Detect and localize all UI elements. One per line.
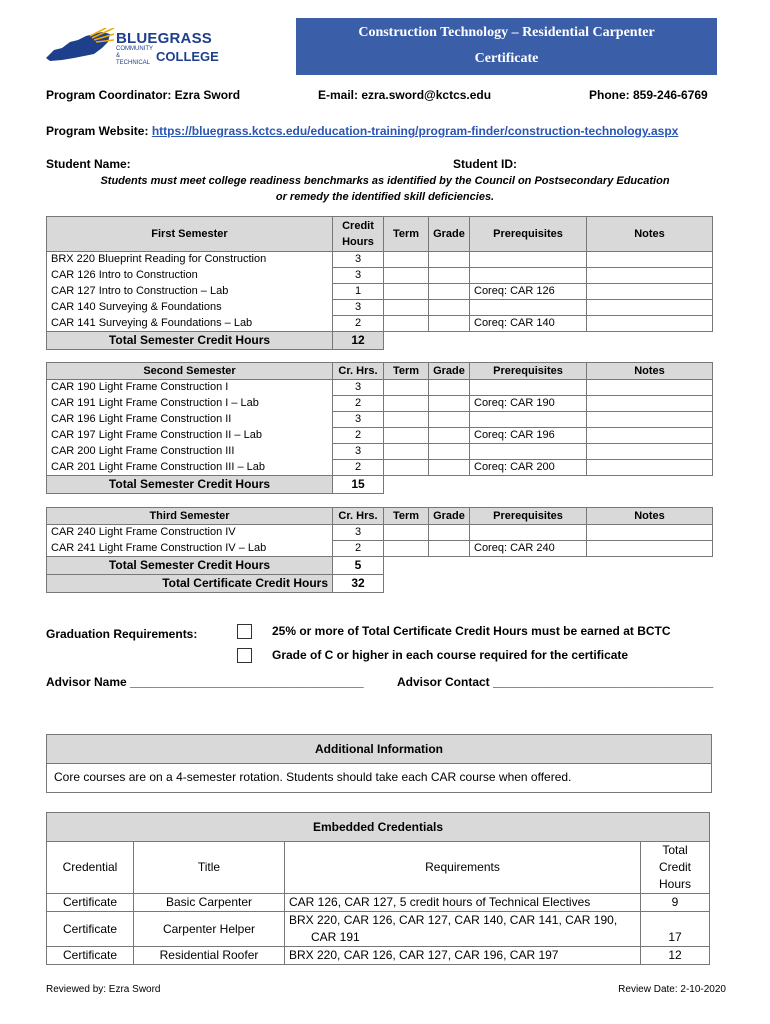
course-row <box>47 284 713 300</box>
coordinator-email: E-mail: ezra.sword@kctcs.edu <box>318 88 492 102</box>
course-row <box>47 444 713 460</box>
term-heading: Term <box>384 217 429 252</box>
credential-hours: 17 <box>641 912 710 947</box>
semester-total-row <box>47 332 713 350</box>
course-credits: 3 <box>333 268 384 284</box>
grade-cell[interactable] <box>429 444 470 460</box>
course-name: CAR 126 Intro to Construction <box>47 268 333 284</box>
credential-title: Carpenter Helper <box>134 912 285 947</box>
course-name: CAR 200 Light Frame Construction III <box>47 444 333 460</box>
readiness-notice-line2: or remedy the identified skill deficiencies. <box>275 191 495 203</box>
course-credits: 3 <box>333 525 384 541</box>
credential-requirements: BRX 220, CAR 126, CAR 127, CAR 196, CAR 197 <box>285 947 641 965</box>
cr-hrs-heading: Cr. Hrs. <box>333 363 384 380</box>
title-line2: Certificate <box>474 51 539 66</box>
certificate-total-label: Total Certificate Credit Hours <box>47 575 333 593</box>
grade-cell[interactable] <box>429 396 470 412</box>
credential-requirements: CAR 126, CAR 127, 5 credit hours of Technical Electives <box>285 894 641 912</box>
prereq-cell: Coreq: CAR 190 <box>470 396 587 412</box>
semester-total-label: Total Semester Credit Hours <box>47 332 333 350</box>
college-logo <box>44 28 219 66</box>
prereq-cell: Coreq: CAR 126 <box>470 284 587 300</box>
prereq-cell <box>470 268 587 284</box>
prereq-cell: Coreq: CAR 200 <box>470 460 587 476</box>
requirements-line2: CAR 191 <box>311 930 360 944</box>
certificate-total-row <box>47 575 713 593</box>
notes-cell[interactable] <box>587 541 713 557</box>
course-name: CAR 240 Light Frame Construction IV <box>47 525 333 541</box>
cr-hrs-heading: Cr. Hrs. <box>333 508 384 525</box>
prereq-cell: Coreq: CAR 140 <box>470 316 587 332</box>
credit-hours-heading <box>333 217 384 252</box>
graduation-requirements-label: Graduation Requirements: <box>46 627 198 641</box>
course-row <box>47 525 713 541</box>
requirements-line1: BRX 220, CAR 126, CAR 127, CAR 140, CAR 141, CAR 190, <box>289 913 618 927</box>
course-row <box>47 460 713 476</box>
grade-cell[interactable] <box>429 300 470 316</box>
course-credits: 3 <box>333 252 384 268</box>
course-credits: 3 <box>333 300 384 316</box>
semester-total-value: 5 <box>333 557 384 575</box>
notes-cell[interactable] <box>587 460 713 476</box>
certificate-total-value: 32 <box>333 575 384 593</box>
credential-requirements <box>285 912 641 947</box>
term-cell[interactable] <box>384 396 429 412</box>
total-credit-heading-line1: Total Credit <box>658 843 691 874</box>
course-row <box>47 252 713 268</box>
logo-sub-line1: COMMUNITY <box>116 46 153 52</box>
notes-cell[interactable] <box>587 268 713 284</box>
credential-row <box>47 947 710 965</box>
course-credits: 1 <box>333 284 384 300</box>
requirement-2-checkbox[interactable] <box>237 648 252 663</box>
additional-info-heading: Additional Information <box>47 735 711 764</box>
prereq-cell <box>470 252 587 268</box>
notes-heading: Notes <box>587 363 713 380</box>
first-semester-table <box>46 216 713 350</box>
course-credits: 2 <box>333 396 384 412</box>
program-coordinator: Program Coordinator: Ezra Sword <box>46 88 241 102</box>
term-cell[interactable] <box>384 284 429 300</box>
course-name: CAR 201 Light Frame Construction III – Lab <box>47 460 333 476</box>
student-name-label: Student Name: <box>46 157 131 171</box>
semester-total-row <box>47 476 713 494</box>
advisor-name-field[interactable]: Advisor Name ___________________________________ <box>46 675 364 689</box>
third-semester-table <box>46 507 713 593</box>
course-row <box>47 428 713 444</box>
grade-cell[interactable] <box>429 380 470 396</box>
course-row <box>47 396 713 412</box>
student-id-label: Student ID: <box>453 157 517 171</box>
notes-cell[interactable] <box>587 300 713 316</box>
course-name: BRX 220 Blueprint Reading for Construction <box>47 252 333 268</box>
semester-heading: Third Semester <box>47 508 333 525</box>
review-date: Review Date: 2-10-2020 <box>618 984 726 995</box>
prereq-cell <box>470 525 587 541</box>
course-credits: 2 <box>333 460 384 476</box>
credential-type: Certificate <box>47 947 134 965</box>
semester-total-row <box>47 557 713 575</box>
credential-title: Residential Roofer <box>134 947 285 965</box>
prereq-heading: Prerequisites <box>470 363 587 380</box>
prereq-cell <box>470 444 587 460</box>
course-credits: 3 <box>333 412 384 428</box>
grade-cell[interactable] <box>429 541 470 557</box>
grade-cell[interactable] <box>429 268 470 284</box>
prereq-heading: Prerequisites <box>470 217 587 252</box>
course-row <box>47 300 713 316</box>
reviewed-by: Reviewed by: Ezra Sword <box>46 984 161 995</box>
course-name: CAR 190 Light Frame Construction I <box>47 380 333 396</box>
requirement-1-checkbox[interactable] <box>237 624 252 639</box>
course-name: CAR 197 Light Frame Construction II – Lab <box>47 428 333 444</box>
notes-cell[interactable] <box>587 316 713 332</box>
credit-heading-line2: Hours <box>342 236 374 248</box>
course-credits: 3 <box>333 380 384 396</box>
term-cell[interactable] <box>384 380 429 396</box>
course-credits: 2 <box>333 428 384 444</box>
readiness-notice-line1: Students must meet college readiness benchmarks as identified by the Council on Postsecondary Education <box>100 175 670 187</box>
course-name: CAR 241 Light Frame Construction IV – Lab <box>47 541 333 557</box>
course-name: CAR 196 Light Frame Construction II <box>47 412 333 428</box>
course-row <box>47 541 713 557</box>
total-credit-heading <box>641 842 710 894</box>
total-credit-heading-line2: Hours <box>658 877 691 891</box>
semester-total-value: 15 <box>333 476 384 494</box>
semester-total-value: 12 <box>333 332 384 350</box>
term-cell[interactable] <box>384 444 429 460</box>
grade-cell[interactable] <box>429 316 470 332</box>
notes-cell[interactable] <box>587 380 713 396</box>
credential-title: Basic Carpenter <box>134 894 285 912</box>
notes-cell[interactable] <box>587 396 713 412</box>
credential-type: Certificate <box>47 894 134 912</box>
embedded-credentials-heading: Embedded Credentials <box>47 813 710 842</box>
term-cell[interactable] <box>384 252 429 268</box>
term-cell[interactable] <box>384 412 429 428</box>
term-cell[interactable] <box>384 541 429 557</box>
course-credits: 3 <box>333 444 384 460</box>
credential-hours: 12 <box>641 947 710 965</box>
notes-cell[interactable] <box>587 428 713 444</box>
logo-sub-line2: & TECHNICAL <box>116 53 151 66</box>
notes-cell[interactable] <box>587 284 713 300</box>
requirements-heading: Requirements <box>285 842 641 894</box>
credential-type: Certificate <box>47 912 134 947</box>
grade-cell[interactable] <box>429 525 470 541</box>
credential-row <box>47 912 710 947</box>
semester-heading: Second Semester <box>47 363 333 380</box>
logo-name-line1: BLUEGRASS <box>116 30 212 47</box>
additional-info-panel <box>46 734 712 793</box>
grade-heading: Grade <box>429 508 470 525</box>
course-name: CAR 191 Light Frame Construction I – Lab <box>47 396 333 412</box>
notes-cell[interactable] <box>587 252 713 268</box>
website-link[interactable]: https://bluegrass.kctcs.edu/education-training/program-finder/construction-technology.aspx <box>151 124 679 138</box>
grade-cell[interactable] <box>429 252 470 268</box>
course-name: CAR 127 Intro to Construction – Lab <box>47 284 333 300</box>
program-website <box>46 124 678 138</box>
grade-cell[interactable] <box>429 412 470 428</box>
notes-cell[interactable] <box>587 412 713 428</box>
prereq-cell <box>470 300 587 316</box>
course-row <box>47 412 713 428</box>
title-line1: Construction Technology – Residential Carpenter <box>358 25 655 40</box>
credential-hours: 9 <box>641 894 710 912</box>
logo-name-line2: COLLEGE <box>156 49 219 64</box>
course-name: CAR 140 Surveying & Foundations <box>47 300 333 316</box>
grade-cell[interactable] <box>429 428 470 444</box>
second-semester-table <box>46 362 713 494</box>
requirement-2-text: Grade of C or higher in each course required for the certificate <box>272 648 629 662</box>
prereq-heading: Prerequisites <box>470 508 587 525</box>
semester-total-label: Total Semester Credit Hours <box>47 476 333 494</box>
term-cell[interactable] <box>384 525 429 541</box>
credential-row <box>47 894 710 912</box>
prereq-cell: Coreq: CAR 196 <box>470 428 587 444</box>
title-banner <box>296 18 717 75</box>
title-heading: Title <box>134 842 285 894</box>
embedded-credentials-table <box>46 812 710 965</box>
prereq-cell: Coreq: CAR 240 <box>470 541 587 557</box>
grade-heading: Grade <box>429 217 470 252</box>
grade-cell[interactable] <box>429 460 470 476</box>
notes-heading: Notes <box>587 217 713 252</box>
term-cell[interactable] <box>384 316 429 332</box>
notes-cell[interactable] <box>587 444 713 460</box>
course-row <box>47 316 713 332</box>
credential-heading: Credential <box>47 842 134 894</box>
semester-heading: First Semester <box>47 217 333 252</box>
course-credits: 2 <box>333 316 384 332</box>
term-heading: Term <box>384 363 429 380</box>
notes-heading: Notes <box>587 508 713 525</box>
prereq-cell <box>470 380 587 396</box>
kentucky-map-icon <box>44 28 114 64</box>
term-cell[interactable] <box>384 268 429 284</box>
course-row <box>47 268 713 284</box>
credit-heading-line1: Credit <box>342 220 374 232</box>
coordinator-phone: Phone: 859-246-6769 <box>589 88 708 102</box>
semester-total-label: Total Semester Credit Hours <box>47 557 333 575</box>
course-row <box>47 380 713 396</box>
term-heading: Term <box>384 508 429 525</box>
advisor-contact-field[interactable]: Advisor Contact _________________________________ <box>397 675 714 689</box>
website-label: Program Website: <box>46 124 152 138</box>
course-credits: 2 <box>333 541 384 557</box>
grade-heading: Grade <box>429 363 470 380</box>
term-cell[interactable] <box>384 300 429 316</box>
course-name: CAR 141 Surveying & Foundations – Lab <box>47 316 333 332</box>
term-cell[interactable] <box>384 460 429 476</box>
notes-cell[interactable] <box>587 525 713 541</box>
requirement-1-text: 25% or more of Total Certificate Credit Hours must be earned at BCTC <box>272 624 671 638</box>
prereq-cell <box>470 412 587 428</box>
additional-info-text: Core courses are on a 4-semester rotation. Students should take each CAR course when offered. <box>54 770 572 784</box>
term-cell[interactable] <box>384 428 429 444</box>
grade-cell[interactable] <box>429 284 470 300</box>
